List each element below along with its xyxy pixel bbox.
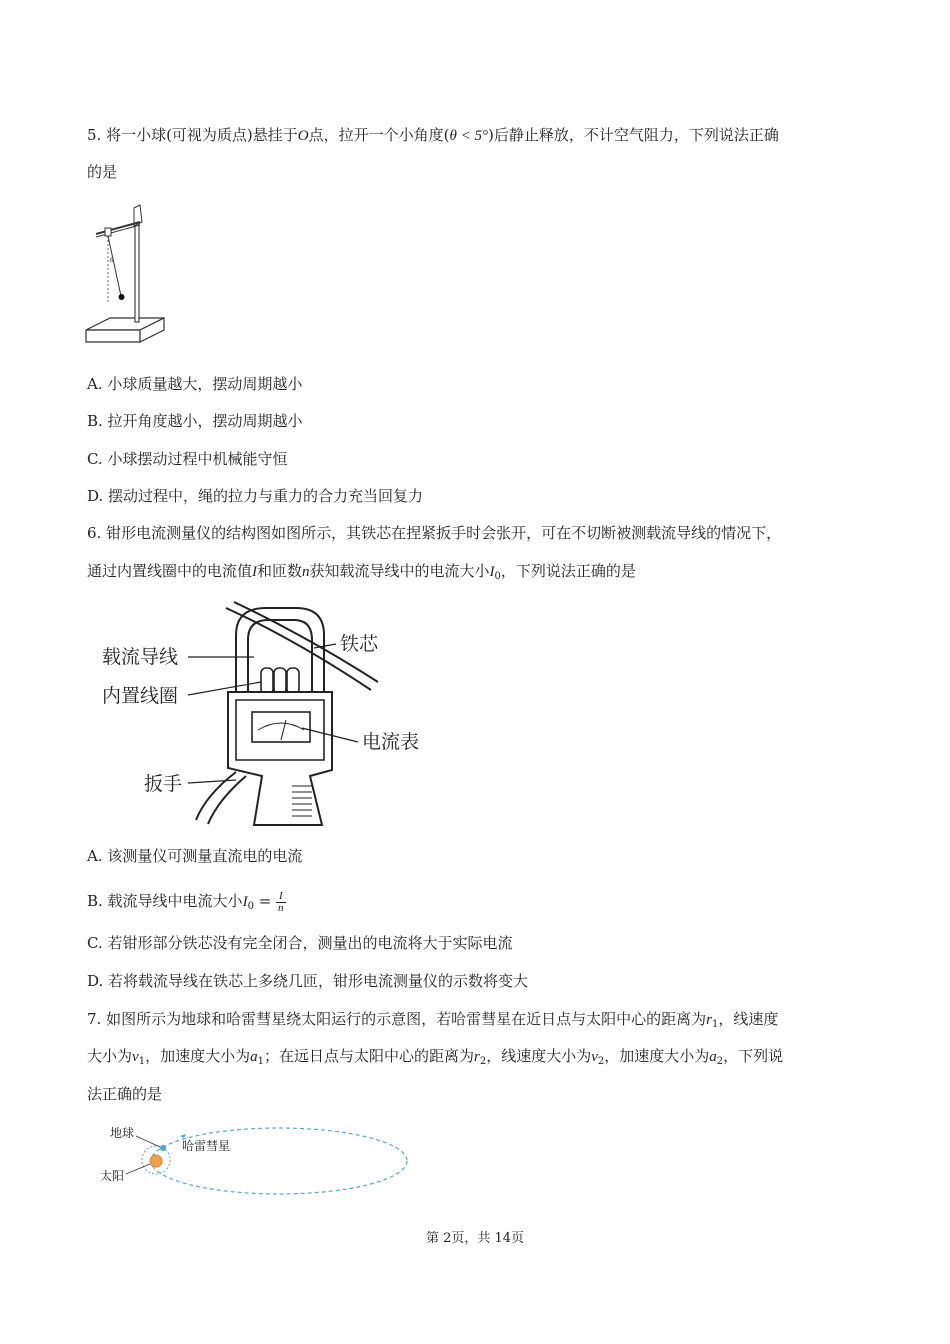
q6-text: 和匝数: [257, 562, 303, 580]
comet-icon: [180, 1134, 186, 1138]
q7-text: ，线速度大小为: [486, 1047, 592, 1065]
subscript-2: 2: [716, 1056, 724, 1067]
q5-stem-line1: [87, 125, 779, 146]
label-earth: 地球: [110, 1126, 135, 1140]
label-sun: 太阳: [100, 1169, 125, 1183]
q7-stem-line3: 法正确的是: [87, 1085, 163, 1103]
q5-text: 点，拉开一个小角度(: [308, 126, 450, 144]
subscript-2: 2: [479, 1056, 487, 1067]
q6-option-d: D. 若将载流导线在铁芯上多绕几匝，钳形电流测量仪的示数将变大: [87, 972, 529, 990]
theta-label: θ: [110, 256, 114, 264]
q6-stem-line2: [87, 561, 636, 587]
q5-stem-line2: 的是: [87, 163, 118, 181]
q5-option-b: B. 拉开角度越小，摆动周期越小: [87, 412, 303, 430]
earth-icon: [160, 1145, 166, 1151]
q7-text: 7. 如图所示为地球和哈雷彗星绕太阳运行的示意图，若哈雷彗星在近日点与太阳中心的距离为: [87, 1010, 707, 1028]
fraction-denominator: n: [278, 901, 284, 914]
q6-stem-line1: 6. 钳形电流测量仪的结构图如图所示，其铁芯在捏紧扳手时会张开，可在不切断被测载流导线的情况下，: [87, 524, 782, 542]
subscript-1: 1: [257, 1056, 264, 1067]
q5-text: 5. 将一小球(可视为质点)悬挂于: [87, 126, 298, 144]
var-a: a: [709, 1049, 717, 1065]
q6-option-a: A. 该测量仪可测量直流电的电流: [87, 847, 303, 865]
q7-stem-line2: [87, 1046, 783, 1072]
label-iron-core: 铁芯: [340, 633, 379, 655]
var-v: v: [132, 1049, 139, 1065]
var-i: I: [252, 564, 258, 580]
orbit-figure: [96, 1120, 412, 1200]
var-i0: I: [489, 564, 495, 580]
var-r: r: [706, 1012, 712, 1028]
var-v: v: [591, 1049, 598, 1065]
q7-text: 大小为: [87, 1047, 133, 1065]
q7-text: ，线速度: [718, 1010, 779, 1028]
q7-text: ，加速度大小为: [145, 1047, 251, 1065]
label-inner-coil: 内置线圈: [102, 685, 179, 707]
var-i0: I: [242, 894, 248, 910]
label-ammeter: 电流表: [362, 731, 420, 753]
q7-text: ；在远日点与太阳中心的距离为: [263, 1047, 474, 1065]
q5-option-a: A. 小球质量越大，摆动周期越小: [87, 375, 303, 393]
subscript-0: 0: [247, 901, 254, 912]
subscript-1: 1: [711, 1019, 719, 1030]
q7-text: ，下列说: [723, 1047, 784, 1065]
subscript-1: 1: [138, 1056, 146, 1067]
q7-text: ，加速度大小为: [604, 1047, 710, 1065]
equals-sign: =: [253, 892, 277, 910]
page-footer: 第 2页，共 14页: [425, 1231, 525, 1246]
label-current-wire: 载流导线: [102, 646, 179, 668]
q6-text: 获知载流导线中的电流大小: [309, 562, 490, 580]
subscript-0: 0: [494, 571, 501, 582]
q5-option-d: D. 摆动过程中，绳的拉力与重力的合力充当回复力: [87, 487, 424, 505]
q5-text: )后静止释放，不计空气阻力，下列说法正确: [488, 126, 779, 144]
label-halley-comet: 哈雷彗星: [182, 1139, 231, 1153]
fraction-numerator: I: [276, 891, 286, 903]
pendulum-figure: [84, 200, 168, 346]
q5-angle-condition: θ < 5°: [449, 128, 488, 144]
fraction-i-over-n: [276, 891, 286, 914]
q6-option-b: [87, 888, 286, 920]
subscript-2: 2: [597, 1056, 605, 1067]
q6-option-b-text: B. 载流导线中电流大小: [87, 892, 243, 910]
sun-icon: [150, 1155, 162, 1167]
var-r: r: [473, 1049, 480, 1065]
comet-orbit: [151, 1128, 407, 1194]
var-n: n: [302, 564, 310, 580]
q6-text: 通过内置线圈中的电流值: [87, 562, 253, 580]
q7-stem-line1: [87, 1009, 778, 1035]
label-handle: 扳手: [144, 773, 183, 795]
q6-option-c: C. 若钳形部分铁芯没有完全闭合，测量出的电流将大于实际电流: [87, 934, 513, 952]
clamp-meter-figure: [96, 600, 436, 830]
q5-point-o: O: [297, 128, 309, 144]
var-a: a: [250, 1049, 258, 1065]
q5-option-c: C. 小球摆动过程中机械能守恒: [87, 450, 288, 468]
q6-text: ，下列说法正确的是: [500, 562, 636, 580]
